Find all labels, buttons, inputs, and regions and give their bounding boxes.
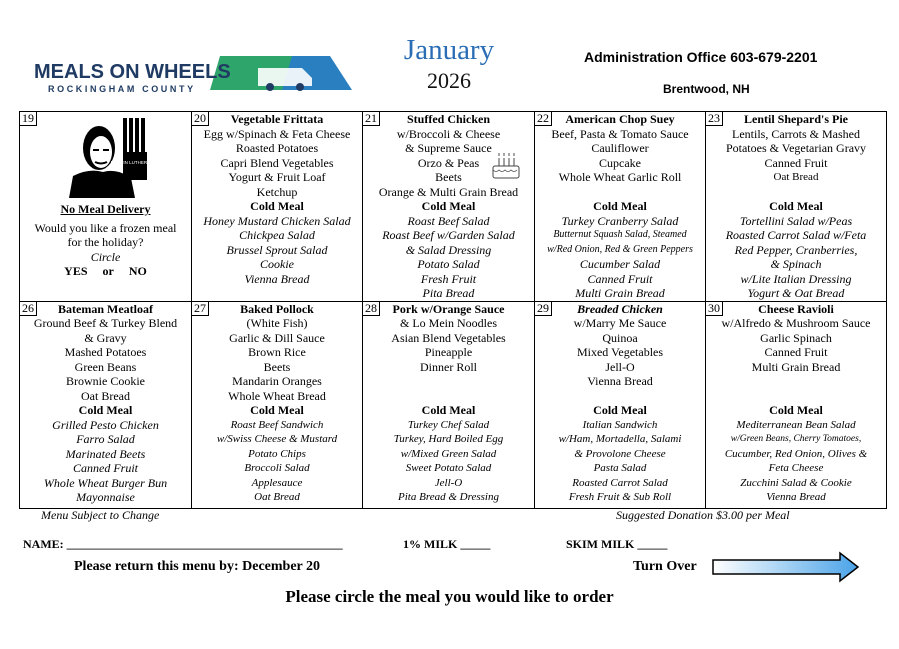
hot-item: w/Alfredo & Mushroom Sauce	[721, 316, 871, 330]
cold-item: Chickpea Salad	[239, 228, 315, 242]
week-row-2	[20, 301, 887, 508]
hot-item: Mandarin Oranges	[232, 374, 322, 388]
cold-item: w/Swiss Cheese & Mustard	[216, 433, 338, 445]
day-cell-28[interactable]	[363, 301, 535, 508]
hot-item: & Lo Mein Noodles	[400, 316, 497, 330]
day-cell-27[interactable]	[192, 301, 363, 508]
hot-item: Whole Wheat Garlic Roll	[558, 170, 682, 184]
hot-item: Oat Bread	[81, 388, 130, 403]
day-number: 29	[535, 302, 552, 316]
cold-item: Canned Fruit	[73, 461, 138, 475]
meal-title: Bateman Meatloaf	[58, 301, 153, 316]
cold-item: Sweet Potato Salad	[405, 462, 492, 474]
cold-item: Turkey, Hard Boiled Egg	[393, 433, 504, 445]
frozen-line-2: for the holiday?	[67, 235, 144, 249]
hot-item: Ground Beef & Turkey Blend	[33, 316, 178, 330]
cold-item: Roast Beef w/Garden Salad	[382, 228, 515, 242]
cold-meal-heading: Cold Meal	[593, 403, 647, 417]
cold-item: Fresh Fruit & Sub Roll	[568, 491, 672, 503]
cold-meal-heading: Cold Meal	[421, 199, 476, 213]
or-label: or	[102, 264, 114, 278]
hot-item: Potatoes & Vegetarian Gravy	[725, 141, 867, 155]
day-number: 22	[535, 112, 552, 126]
cold-item: Multi Grain Bread	[575, 286, 665, 300]
cold-item: Roasted Carrot Salad w/Feta	[725, 228, 867, 242]
cold-item: Potato Salad	[417, 257, 480, 271]
hot-item: Yogurt & Fruit Loaf	[228, 170, 326, 184]
frozen-line-1: Would you like a frozen meal	[34, 220, 177, 235]
day-number: 20	[192, 112, 209, 126]
cold-meal-heading: Cold Meal	[769, 403, 823, 417]
cold-item: Yogurt & Oat Bread	[747, 286, 845, 300]
day-cell-21[interactable]	[363, 112, 535, 302]
cold-item: w/Mixed Green Salad	[400, 447, 497, 460]
hot-item: Green Beans	[74, 359, 137, 374]
hot-item: Ketchup	[256, 184, 298, 199]
hot-item: Egg w/Spinach & Feta Cheese	[203, 126, 351, 141]
cold-item: Pita Bread	[422, 286, 475, 300]
name-field[interactable]: NAME: ______________________________________________	[23, 537, 343, 551]
day-cell-19	[20, 112, 192, 302]
cold-meal-heading: Cold Meal	[421, 403, 476, 417]
hot-item: & Gravy	[84, 330, 127, 345]
day-cell-26[interactable]	[20, 301, 192, 508]
cold-item: Mayonnaise	[76, 490, 135, 504]
meal-title: Pork w/Orange Sauce	[392, 301, 505, 316]
cold-meal-heading: Cold Meal	[769, 199, 823, 213]
turn-over-arrow-icon	[712, 552, 860, 582]
hot-item: Beets	[263, 359, 291, 374]
hot-item: Capri Blend Vegetables	[220, 155, 334, 170]
hot-item: Cauliflower	[591, 141, 649, 155]
hot-item: Quinoa	[602, 330, 638, 345]
cold-item: Roast Beef Sandwich	[230, 418, 324, 431]
day-cell-29[interactable]	[535, 301, 706, 508]
hot-item: Vienna Bread	[587, 374, 653, 388]
cold-item: w/Ham, Mortadella, Salami	[558, 433, 682, 445]
cold-item: Red Pepper, Cranberries,	[734, 242, 858, 257]
meal-title: Lentil Shepard's Pie	[743, 112, 848, 126]
return-by-note: Please return this menu by: December 20	[74, 559, 320, 574]
hot-item: Orange & Multi Grain Bread	[378, 184, 519, 199]
circle-label: Circle	[90, 249, 121, 264]
day-number: 27	[192, 302, 209, 316]
cold-item: Canned Fruit	[587, 271, 653, 286]
meal-title: Cheese Ravioli	[758, 301, 834, 316]
hot-item: Brown Rice	[248, 345, 306, 359]
meal-title: Baked Pollock	[240, 301, 314, 316]
cold-item: Roasted Carrot Salad	[572, 476, 668, 489]
cold-item: Oat Bread	[254, 491, 300, 503]
hot-item: Beef, Pasta & Tomato Sauce	[551, 126, 689, 141]
day-number: 26	[20, 302, 37, 316]
hot-item: Mashed Potatoes	[64, 345, 147, 359]
cold-item: & Provolone Cheese	[574, 447, 666, 460]
cold-item: Jell-O	[434, 476, 463, 489]
day-number: 19	[20, 112, 37, 126]
cold-item: Roast Beef Salad	[407, 213, 490, 228]
circle-meal-instruction: Please circle the meal you would like to order	[285, 587, 614, 606]
hot-item: Cupcake	[599, 155, 641, 170]
cold-meal-heading: Cold Meal	[250, 199, 304, 213]
hot-item: w/Marry Me Sauce	[573, 316, 667, 330]
cold-item: Honey Mustard Chicken Salad	[203, 213, 351, 228]
meal-title: Breaded Chicken	[577, 301, 663, 316]
cold-item: Tortellini Salad w/Peas	[739, 213, 853, 228]
cold-item: Cucumber Salad	[579, 257, 661, 271]
logo-subtitle: ROCKINGHAM COUNTY	[48, 84, 196, 94]
hot-item: Mixed Vegetables	[576, 345, 664, 359]
cold-item: Pasta Salad	[593, 462, 647, 474]
yes-option[interactable]: YES	[64, 264, 88, 278]
cold-item: Grilled Pesto Chicken	[52, 417, 159, 432]
cold-item: Mediterranean Bean Salad	[736, 418, 856, 431]
logo-title: MEALS ON WHEELS	[34, 61, 231, 83]
hot-item: Jell-O	[605, 359, 635, 374]
year-title: 2026	[427, 68, 471, 93]
cold-item: w/Green Beans, Cherry Tomatoes,	[730, 434, 862, 444]
birthday-cake-icon	[489, 148, 523, 182]
portrait-caption: MARTIN LUTHER KING	[110, 160, 159, 165]
hot-item: Roasted Potatoes	[235, 141, 319, 155]
mlk-portrait-image	[59, 116, 159, 198]
donation-note: Suggested Donation $3.00 per Meal	[616, 508, 790, 522]
hot-item: Dinner Roll	[420, 359, 477, 374]
hot-item: Pineapple	[424, 345, 473, 359]
cold-item: Whole Wheat Burger Bun	[43, 475, 168, 490]
cold-item: Butternut Squash Salad, Steamed	[553, 229, 687, 240]
skim-milk-field[interactable]: SKIM MILK _____	[566, 537, 668, 551]
day-cell-22[interactable]	[535, 112, 706, 302]
meals-on-wheels-logo	[34, 52, 354, 96]
no-option[interactable]: NO	[128, 264, 147, 278]
hot-item: Garlic & Dill Sauce	[229, 330, 325, 345]
meal-title: Stuffed Chicken	[406, 112, 490, 126]
cold-item: Italian Sandwich	[582, 418, 658, 431]
day-number: 30	[706, 302, 723, 316]
cold-item: & Salad Dressing	[405, 242, 492, 257]
cold-item: Marinated Beets	[65, 446, 146, 461]
cold-item: w/Lite Italian Dressing	[740, 271, 852, 286]
cold-item: Farro Salad	[76, 432, 135, 446]
menu-calendar	[19, 111, 887, 509]
meal-title: Vegetable Frittata	[230, 112, 324, 126]
cold-item: & Spinach	[770, 257, 822, 271]
hot-item: Oat Bread	[773, 171, 819, 183]
hot-item: Asian Blend Vegetables	[391, 330, 506, 345]
hot-item: Lentils, Carrots & Mashed	[732, 126, 860, 141]
cold-item: Brussel Sprout Salad	[226, 242, 328, 257]
cold-meal-heading: Cold Meal	[593, 199, 647, 213]
hot-item: Beets	[435, 170, 462, 184]
cold-item: Cucumber, Red Onion, Olives &	[724, 447, 868, 460]
hot-item: (White Fish)	[246, 316, 308, 330]
turn-over-label: Turn Over	[633, 559, 697, 574]
city-label: Brentwood, NH	[663, 82, 750, 96]
meal-title: American Chop Suey	[565, 112, 675, 126]
hot-item: Canned Fruit	[764, 345, 828, 359]
cold-meal-heading: Cold Meal	[250, 403, 304, 417]
cold-item: Broccoli Salad	[244, 462, 310, 474]
hot-item: Whole Wheat Bread	[228, 388, 326, 403]
cold-meal-heading: Cold Meal	[78, 403, 133, 417]
cold-item: Feta Cheese	[768, 462, 824, 474]
admin-office: Administration Office 603-679-2201	[584, 49, 818, 65]
day-cell-20[interactable]	[192, 112, 363, 302]
hot-item: Multi Grain Bread	[751, 359, 841, 374]
hot-item: Garlic Spinach	[760, 330, 832, 345]
hot-item: Orzo & Peas	[417, 155, 480, 170]
cold-item: Applesauce	[251, 476, 303, 489]
day-cell-23[interactable]	[706, 112, 887, 302]
day-number: 23	[706, 112, 723, 126]
day-number: 28	[363, 302, 380, 316]
week-row-1	[20, 112, 887, 302]
cold-item: Zucchini Salad & Cookie	[740, 476, 852, 489]
no-meal-delivery: No Meal Delivery	[60, 202, 151, 216]
cold-item: Turkey Chef Salad	[407, 418, 490, 431]
cold-item: Vienna Bread	[244, 271, 310, 286]
hot-item: Canned Fruit	[764, 155, 828, 170]
cold-item: Vienna Bread	[766, 491, 826, 503]
month-title: January	[403, 34, 495, 66]
hot-item: w/Broccoli & Cheese	[396, 126, 501, 141]
cold-item: w/Red Onion, Red & Green Peppers	[547, 243, 693, 255]
cold-item: Cookie	[260, 257, 294, 271]
day-cell-30[interactable]	[706, 301, 887, 508]
cold-item: Pita Bread & Dressing	[398, 491, 499, 503]
one-percent-milk-field[interactable]: 1% MILK _____	[403, 537, 491, 551]
cold-item: Potato Chips	[248, 447, 306, 460]
day-number: 21	[363, 112, 380, 126]
cold-item: Fresh Fruit	[420, 271, 477, 286]
hot-item: Brownie Cookie	[66, 374, 145, 388]
menu-subject-note: Menu Subject to Change	[41, 508, 160, 522]
hot-item: & Supreme Sauce	[405, 141, 492, 155]
cold-item: Turkey Cranberry Salad	[561, 213, 679, 228]
